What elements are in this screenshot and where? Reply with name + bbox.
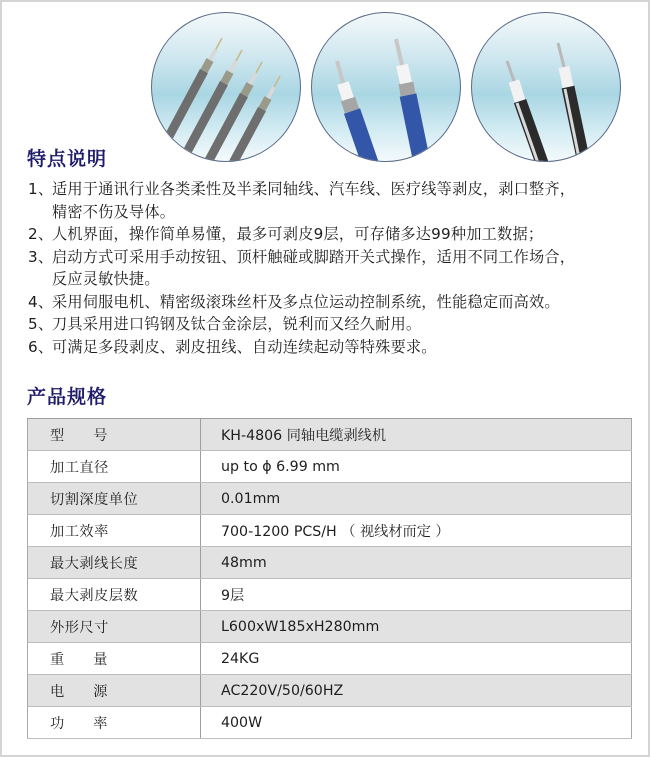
feature-item <box>28 178 640 223</box>
spec-label: 重量 <box>28 643 201 675</box>
feature-text: 适用于通讯行业各类柔性及半柔同轴线、汽车线、医疗线等剥皮，剥口整齐， <box>52 180 576 198</box>
product-image-semirigid-coax <box>471 12 621 162</box>
spec-value: AC220V/50/60HZ <box>201 675 632 707</box>
feature-text: 启动方式可采用手动按钮、顶杆触碰或脚踏开关式操作，适用不同工作场合， <box>52 247 576 266</box>
table-row <box>28 707 632 739</box>
spec-value: 24KG <box>201 643 632 675</box>
specs-heading: 产品规格 <box>27 386 108 408</box>
grey-coax-cables-illustration <box>152 13 300 161</box>
feature-number: 6、 <box>28 337 54 356</box>
spec-table <box>27 418 632 739</box>
spec-value: 400W <box>201 707 632 739</box>
blue-coax-cables-illustration <box>312 13 460 161</box>
table-row <box>28 515 632 547</box>
table-row <box>28 579 632 611</box>
spec-label: 型号 <box>28 419 201 451</box>
table-row <box>28 483 632 515</box>
table-row <box>28 675 632 707</box>
spec-value: up to ϕ 6.99 mm <box>201 451 632 483</box>
table-row <box>28 547 632 579</box>
spec-label: 外形尺寸 <box>28 611 201 643</box>
feature-item <box>28 246 640 291</box>
feature-number: 4、 <box>28 292 54 311</box>
features-heading: 特点说明 <box>27 148 108 170</box>
feature-number: 3、 <box>28 247 54 266</box>
feature-number: 2、 <box>28 225 54 243</box>
product-image-blue-coax <box>311 12 461 162</box>
spec-value: 0.01mm <box>201 483 632 515</box>
spec-value: 48mm <box>201 547 632 579</box>
feature-text: 可满足多段剥皮、剥皮扭线、自动连续起动等特殊要求。 <box>52 337 437 356</box>
semi-rigid-coax-cables-illustration <box>472 13 620 161</box>
spec-label: 最大剥皮层数 <box>28 579 201 611</box>
feature-item <box>28 291 640 314</box>
feature-text: 采用伺服电机、精密级滚珠丝杆及多点位运动控制系统，性能稳定而高效。 <box>52 292 560 311</box>
feature-continuation: 精密不伤及导体。 <box>52 202 176 221</box>
spec-label: 电源 <box>28 675 201 707</box>
table-row <box>28 643 632 675</box>
spec-label: 加工效率 <box>28 515 201 547</box>
features-list <box>28 178 640 358</box>
table-row <box>28 419 632 451</box>
feature-text: 刀具采用进口钨钢及钛合金涂层，锐利而又经久耐用。 <box>52 315 422 333</box>
spec-value: KH-4806 同轴电缆剥线机 <box>201 419 632 451</box>
spec-label: 切割深度单位 <box>28 483 201 515</box>
product-image-grey-coax <box>151 12 301 162</box>
spec-value: 700-1200 PCS/H （ 视线材而定 ） <box>201 515 632 547</box>
feature-number: 1、 <box>28 180 54 198</box>
feature-item <box>28 313 640 336</box>
spec-label: 加工直径 <box>28 451 201 483</box>
feature-item <box>28 336 640 359</box>
feature-text: 人机界面，操作简单易懂，最多可剥皮9层，可存储多达99种加工数据； <box>52 225 544 243</box>
feature-continuation: 反应灵敏快捷。 <box>52 270 160 288</box>
spec-value: L600xW185xH280mm <box>201 611 632 643</box>
spec-label: 功率 <box>28 707 201 739</box>
spec-label: 最大剥线长度 <box>28 547 201 579</box>
table-row <box>28 611 632 643</box>
feature-number: 5、 <box>28 315 54 333</box>
feature-item <box>28 223 640 246</box>
table-row <box>28 451 632 483</box>
spec-value: 9层 <box>201 579 632 611</box>
